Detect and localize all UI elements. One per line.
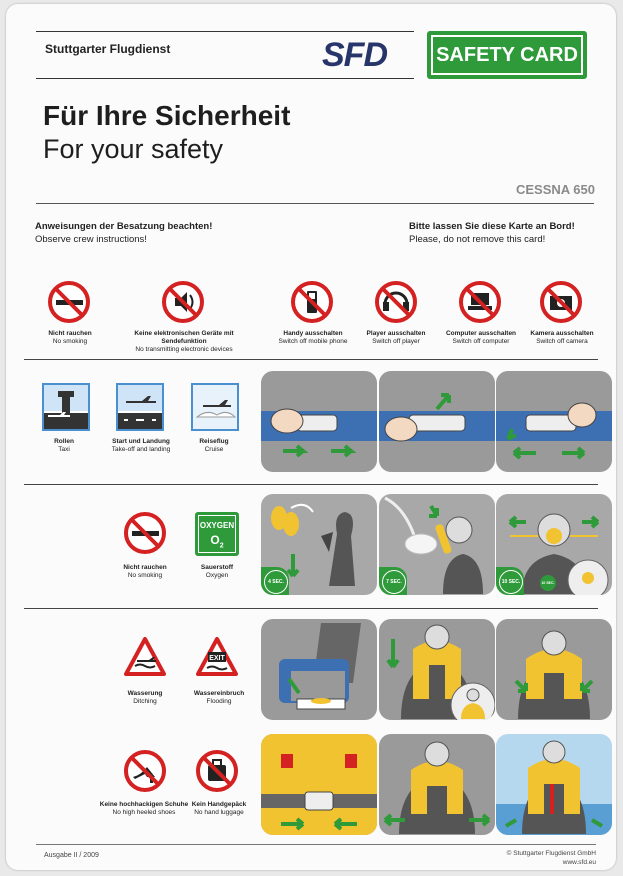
- timer-7-sec: 7 SEC.: [382, 570, 406, 594]
- no-transmitting-devices-icon: [161, 280, 205, 324]
- flooding-exit-icon: [195, 636, 239, 678]
- phase-caption-2: Reiseflug Cruise: [199, 438, 229, 453]
- sfd-logo: SFD: [322, 36, 387, 74]
- no-hand-luggage-icon: [195, 749, 239, 793]
- timer-10-sec-icon: [496, 567, 524, 595]
- page-subtitle: For your safety: [43, 134, 224, 164]
- ditching-icon: [123, 636, 167, 678]
- lifevest-location-panel: [261, 619, 377, 720]
- timer-7-sec-icon: [379, 567, 407, 595]
- copyright: © Stuttgarter Flugdienst GmbH: [506, 850, 596, 857]
- no-smoking-oxygen-icon: [123, 511, 167, 555]
- ditching-caption-0: Wasserung Ditching: [127, 690, 163, 705]
- taxi-icon: [42, 383, 90, 431]
- prohibition-caption-2: Handy ausschalten Switch off mobile phone: [278, 330, 348, 345]
- ditching-caption-1: Wassereinbruch Flooding: [193, 690, 245, 705]
- phase-caption-0: Rollen Taxi: [54, 438, 74, 453]
- no-high-heels-icon: [123, 749, 167, 793]
- takeoff-landing-icon: [116, 383, 164, 431]
- safety-card: [6, 4, 616, 870]
- timer-10-sec: 10 SEC.: [499, 570, 523, 594]
- oxygen-sign: [195, 512, 239, 556]
- footer-rule: [36, 844, 596, 845]
- prohibition-caption-1: Keine elektronischen Geräte mit Sendefunktion No transmitting electronic devices: [134, 330, 234, 353]
- no-smoking-icon: [47, 280, 91, 324]
- section-rule-3: [24, 608, 598, 609]
- oxygen-sign-text: OXYGEN: [199, 521, 235, 530]
- no-player-icon: [374, 280, 418, 324]
- oxygen-sign-formula: $O_2$: [210, 533, 224, 550]
- oxygen-caption: Sauerstoff Oxygen: [200, 564, 234, 579]
- prohibition-caption-0: Nicht rauchen No smoking: [48, 330, 92, 345]
- seatbelt-release-panel: [496, 371, 612, 472]
- phase-caption-1: Start und Landung Take-off and landing: [111, 438, 171, 453]
- timer-4-sec: 4 SEC.: [264, 570, 288, 594]
- seatbelt-fasten-panel: [261, 371, 377, 472]
- lifevest-pull-over-panel: [496, 619, 612, 720]
- section-rule-2: [24, 484, 598, 485]
- header-rule-top: [36, 31, 414, 32]
- lifevest-tighten-panel: [379, 734, 495, 835]
- timer-4-sec-icon: [261, 567, 289, 595]
- cruise-icon: [191, 383, 239, 431]
- no-computer-icon: [458, 280, 502, 324]
- keep-card-en: Please, do not remove this card!: [409, 234, 546, 245]
- edition: Ausgabe II / 2009: [44, 852, 99, 859]
- timer-10-sec-child: 10 SEC.: [540, 575, 556, 591]
- oxygen-mask-don-panel: [496, 494, 612, 595]
- safety-card-badge-text: SAFETY CARD: [431, 35, 583, 75]
- oxygen-mask-pull-panel: [379, 494, 495, 595]
- safety-card-badge: [427, 31, 587, 79]
- website: www.sfd.eu: [562, 859, 596, 866]
- keep-card-de: Bitte lassen Sie diese Karte an Bord!: [409, 221, 575, 232]
- no-camera-icon: [539, 280, 583, 324]
- aircraft-type: CESSNA 650: [516, 182, 595, 197]
- crew-instructions-en: Observe crew instructions!: [35, 234, 147, 245]
- no-mobile-phone-icon: [290, 280, 334, 324]
- prohibition-caption-4: Computer ausschalten Switch off computer: [445, 330, 517, 345]
- oxygen-no-smoking-caption: Nicht rauchen No smoking: [123, 564, 167, 579]
- title-rule: [36, 203, 594, 204]
- seatbelt-tighten-panel: [379, 371, 495, 472]
- lifevest-don-panel: [379, 619, 495, 720]
- evac-caption-0: Keine hochhackigen Schuhe No high heeled shoes: [99, 801, 189, 816]
- lifevest-strap-panel: [261, 734, 377, 835]
- page-title: Für Ihre Sicherheit: [43, 100, 291, 131]
- crew-instructions-de: Anweisungen der Besatzung beachten!: [35, 221, 213, 232]
- section-rule-1: [24, 359, 598, 360]
- evac-caption-1: Kein Handgepäck No hand luggage: [191, 801, 247, 816]
- lifevest-inflate-panel: [496, 734, 612, 835]
- prohibition-caption-5: Kamera ausschalten Switch off camera: [530, 330, 594, 345]
- prohibition-caption-3: Player ausschalten Switch off player: [366, 330, 426, 345]
- flooding-exit-text: EXIT: [209, 655, 225, 662]
- header-rule-bottom: [36, 78, 414, 79]
- company-name: Stuttgarter Flugdienst: [45, 42, 171, 56]
- oxygen-mask-drop-panel: [261, 494, 377, 595]
